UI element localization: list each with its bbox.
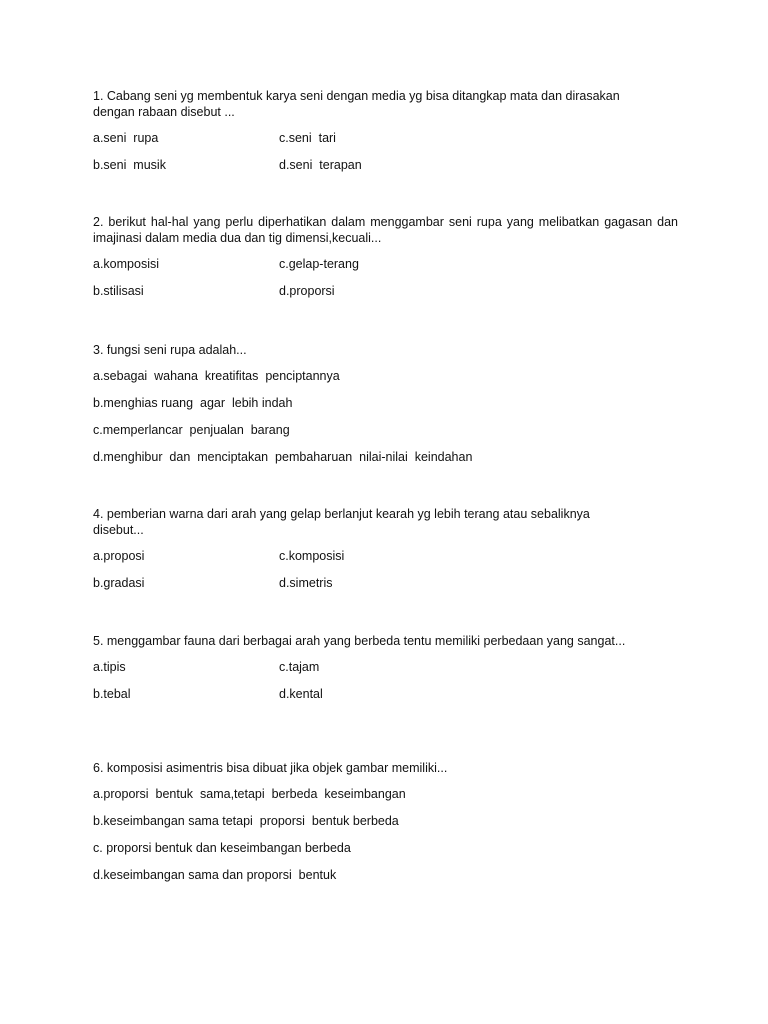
question-1: [93, 88, 678, 184]
option-d: d.seni terapan: [279, 158, 362, 172]
option-a: a.proporsi bentuk sama,tetapi berbeda keseimbangan: [93, 787, 406, 801]
option-a: a.proposi: [93, 549, 145, 563]
question-text: 6. komposisi asimentris bisa dibuat jika objek gambar memiliki...: [93, 761, 448, 775]
question-2: [93, 214, 678, 310]
option-c: c. proporsi bentuk dan keseimbangan berbeda: [93, 841, 351, 855]
option-b: b.tebal: [93, 687, 131, 701]
option-row: [93, 283, 678, 310]
question-text: 4. pemberian warna dari arah yang gelap berlanjut kearah yg lebih terang atau sebaliknya disebut...: [93, 507, 590, 537]
option-list: [93, 786, 678, 894]
option-c: c.memperlancar penjualan barang: [93, 423, 290, 437]
option-row: [93, 130, 678, 157]
option-row: [93, 157, 678, 184]
option-d: d.keseimbangan sama dan proporsi bentuk: [93, 868, 337, 882]
option-d: d.menghibur dan menciptakan pembaharuan nilai-nilai keindahan: [93, 450, 473, 464]
question-text: 2. berikut hal-hal yang perlu diperhatikan dalam menggambar seni rupa yang melibatkan gagasan dan imajinasi dalam media dua dan tig dimensi,kecuali...: [93, 215, 678, 245]
option-b: b.seni musik: [93, 158, 166, 172]
option-b: b.keseimbangan sama tetapi proporsi bentuk berbeda: [93, 814, 399, 828]
option-c: c.seni tari: [279, 131, 336, 145]
option-b: b.gradasi: [93, 576, 145, 590]
question-3: [93, 342, 678, 476]
question-6: [93, 760, 678, 894]
option-row: [93, 659, 678, 686]
option-d: d.kental: [279, 687, 323, 701]
option-row: [93, 256, 678, 283]
option-d: d.simetris: [279, 576, 333, 590]
option-c: c.komposisi: [279, 549, 345, 563]
question-text: 1. Cabang seni yg membentuk karya seni dengan media yg bisa ditangkap mata dan dirasakan dengan rabaan disebut ...: [93, 89, 620, 119]
option-list: [93, 368, 678, 476]
question-text: 3. fungsi seni rupa adalah...: [93, 343, 247, 357]
option-a: a.komposisi: [93, 257, 159, 271]
question-5: [93, 633, 678, 713]
option-c: c.gelap-terang: [279, 257, 359, 271]
option-a: a.tipis: [93, 660, 126, 674]
question-text: 5. menggambar fauna dari berbagai arah yang berbeda tentu memiliki perbedaan yang sangat...: [93, 634, 626, 648]
option-row: [93, 686, 678, 713]
option-d: d.proporsi: [279, 284, 335, 298]
option-a: a.seni rupa: [93, 131, 159, 145]
question-4: [93, 506, 678, 602]
option-b: b.menghias ruang agar lebih indah: [93, 396, 293, 410]
option-b: b.stilisasi: [93, 284, 144, 298]
option-row: [93, 575, 678, 602]
option-row: [93, 548, 678, 575]
option-a: a.sebagai wahana kreatifitas penciptannya: [93, 369, 340, 383]
option-c: c.tajam: [279, 660, 320, 674]
